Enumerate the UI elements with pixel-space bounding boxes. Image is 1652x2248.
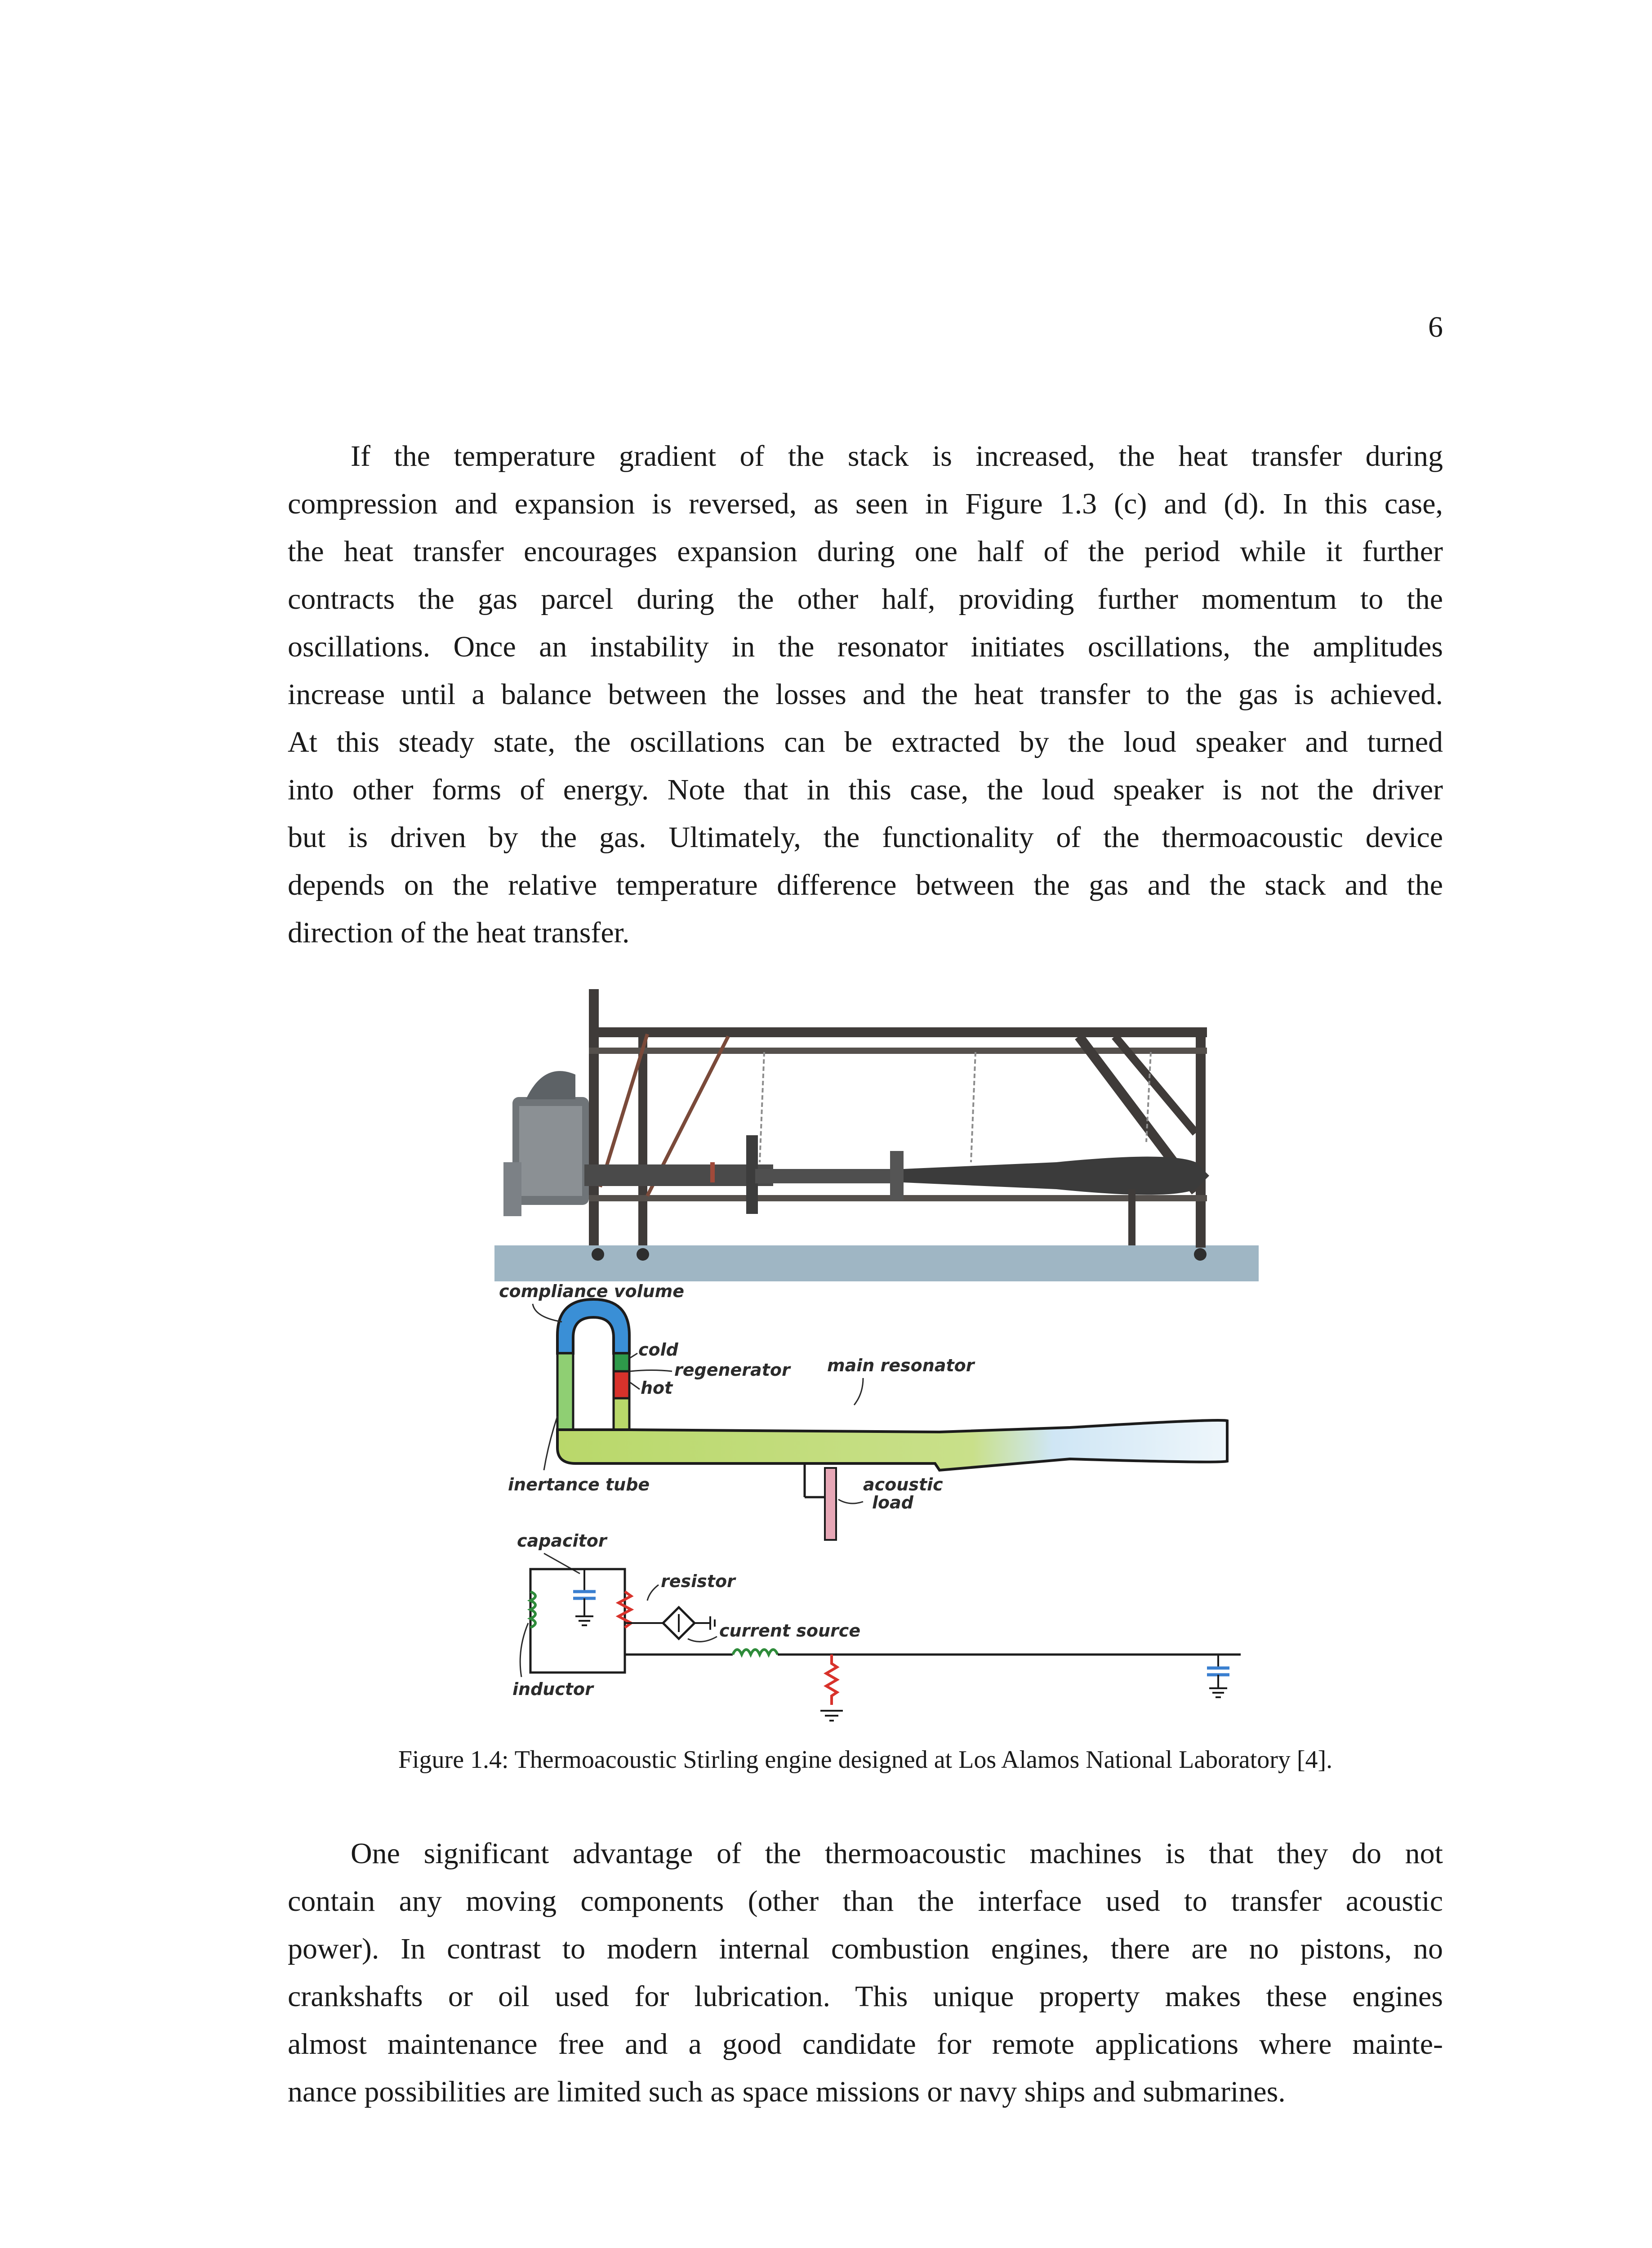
text-line: nance possibilities are limited such as space missions or navy ships and submarines. [288, 2075, 1286, 2108]
label-current-source: current source [719, 1621, 861, 1641]
compliance-volume-shape [557, 1299, 629, 1353]
photo-floor [494, 1245, 1259, 1281]
text-line: If the temperature gradient of the stack is increased, the heat transfer during [351, 440, 1443, 473]
label-capacitor: capacitor [517, 1531, 607, 1551]
text-line: oscillations. Once an instability in the resonator initiates oscillations, the amplitudes [288, 630, 1443, 663]
label-hot: hot [641, 1378, 673, 1398]
text-line: compression and expansion is reversed, as seen in Figure 1.3 (c) and (d). In this case, [288, 487, 1443, 520]
text-line: At this steady state, the oscillations can be extracted by the loud speaker and turned [288, 726, 1443, 758]
acoustic-load-shape [825, 1468, 836, 1540]
series-inductor-symbol [733, 1650, 778, 1655]
text-line: direction of the heat transfer. [288, 916, 630, 949]
paragraph-1 [288, 433, 1443, 957]
text-line: almost maintenance free and a good candidate for remote applications where mainte- [288, 2028, 1443, 2061]
label-inductor: inductor [512, 1679, 593, 1699]
load-resistor-symbol [826, 1655, 837, 1705]
page-number: 6 [1428, 311, 1443, 343]
label-resistor: resistor [661, 1571, 735, 1591]
label-acoustic: acoustic [863, 1475, 943, 1494]
hot-exchanger [614, 1371, 629, 1398]
figure-caption: Figure 1.4: Thermoacoustic Stirling engine designed at Los Alamos National Laboratory [4]. [398, 1746, 1333, 1774]
text-line: power). In contrast to modern internal combustion engines, there are no pistons, no [288, 1932, 1443, 1965]
label-inertance-tube: inertance tube [508, 1475, 650, 1494]
cold-exchanger [614, 1353, 629, 1371]
text-line: crankshafts or oil used for lubrication. This unique property makes these engines [288, 1980, 1443, 2013]
main-resonator-shape [557, 1420, 1227, 1470]
paragraph-2 [288, 1830, 1443, 2116]
text-line: One significant advantage of the thermoacoustic machines is that they do not [351, 1837, 1443, 1870]
label-cold: cold [638, 1340, 678, 1360]
text-line: the heat transfer encourages expansion during one half of the period while it further [288, 535, 1443, 568]
label-regenerator: regenerator [674, 1360, 790, 1380]
label-main-resonator: main resonator [827, 1356, 975, 1375]
figure-1-4 [490, 985, 1268, 1731]
label-compliance-volume: compliance volume [499, 1281, 685, 1301]
text-line: contain any moving components (other than the interface used to transfer acoustic [288, 1885, 1443, 1918]
text-line: increase until a balance between the losses and the heat transfer to the gas is achieved. [288, 678, 1443, 711]
text-line: but is driven by the gas. Ultimately, the functionality of the thermoacoustic device [288, 821, 1443, 854]
text-line: depends on the relative temperature difference between the gas and the stack and the [288, 869, 1443, 901]
engine-photo [494, 985, 1259, 1281]
text-line: into other forms of energy. Note that in this case, the loud speaker is not the driver [288, 773, 1443, 806]
engine-schematic [490, 1281, 1268, 1731]
label-load: load [872, 1493, 913, 1512]
text-line: contracts the gas parcel during the other half, providing further momentum to the [288, 583, 1443, 616]
